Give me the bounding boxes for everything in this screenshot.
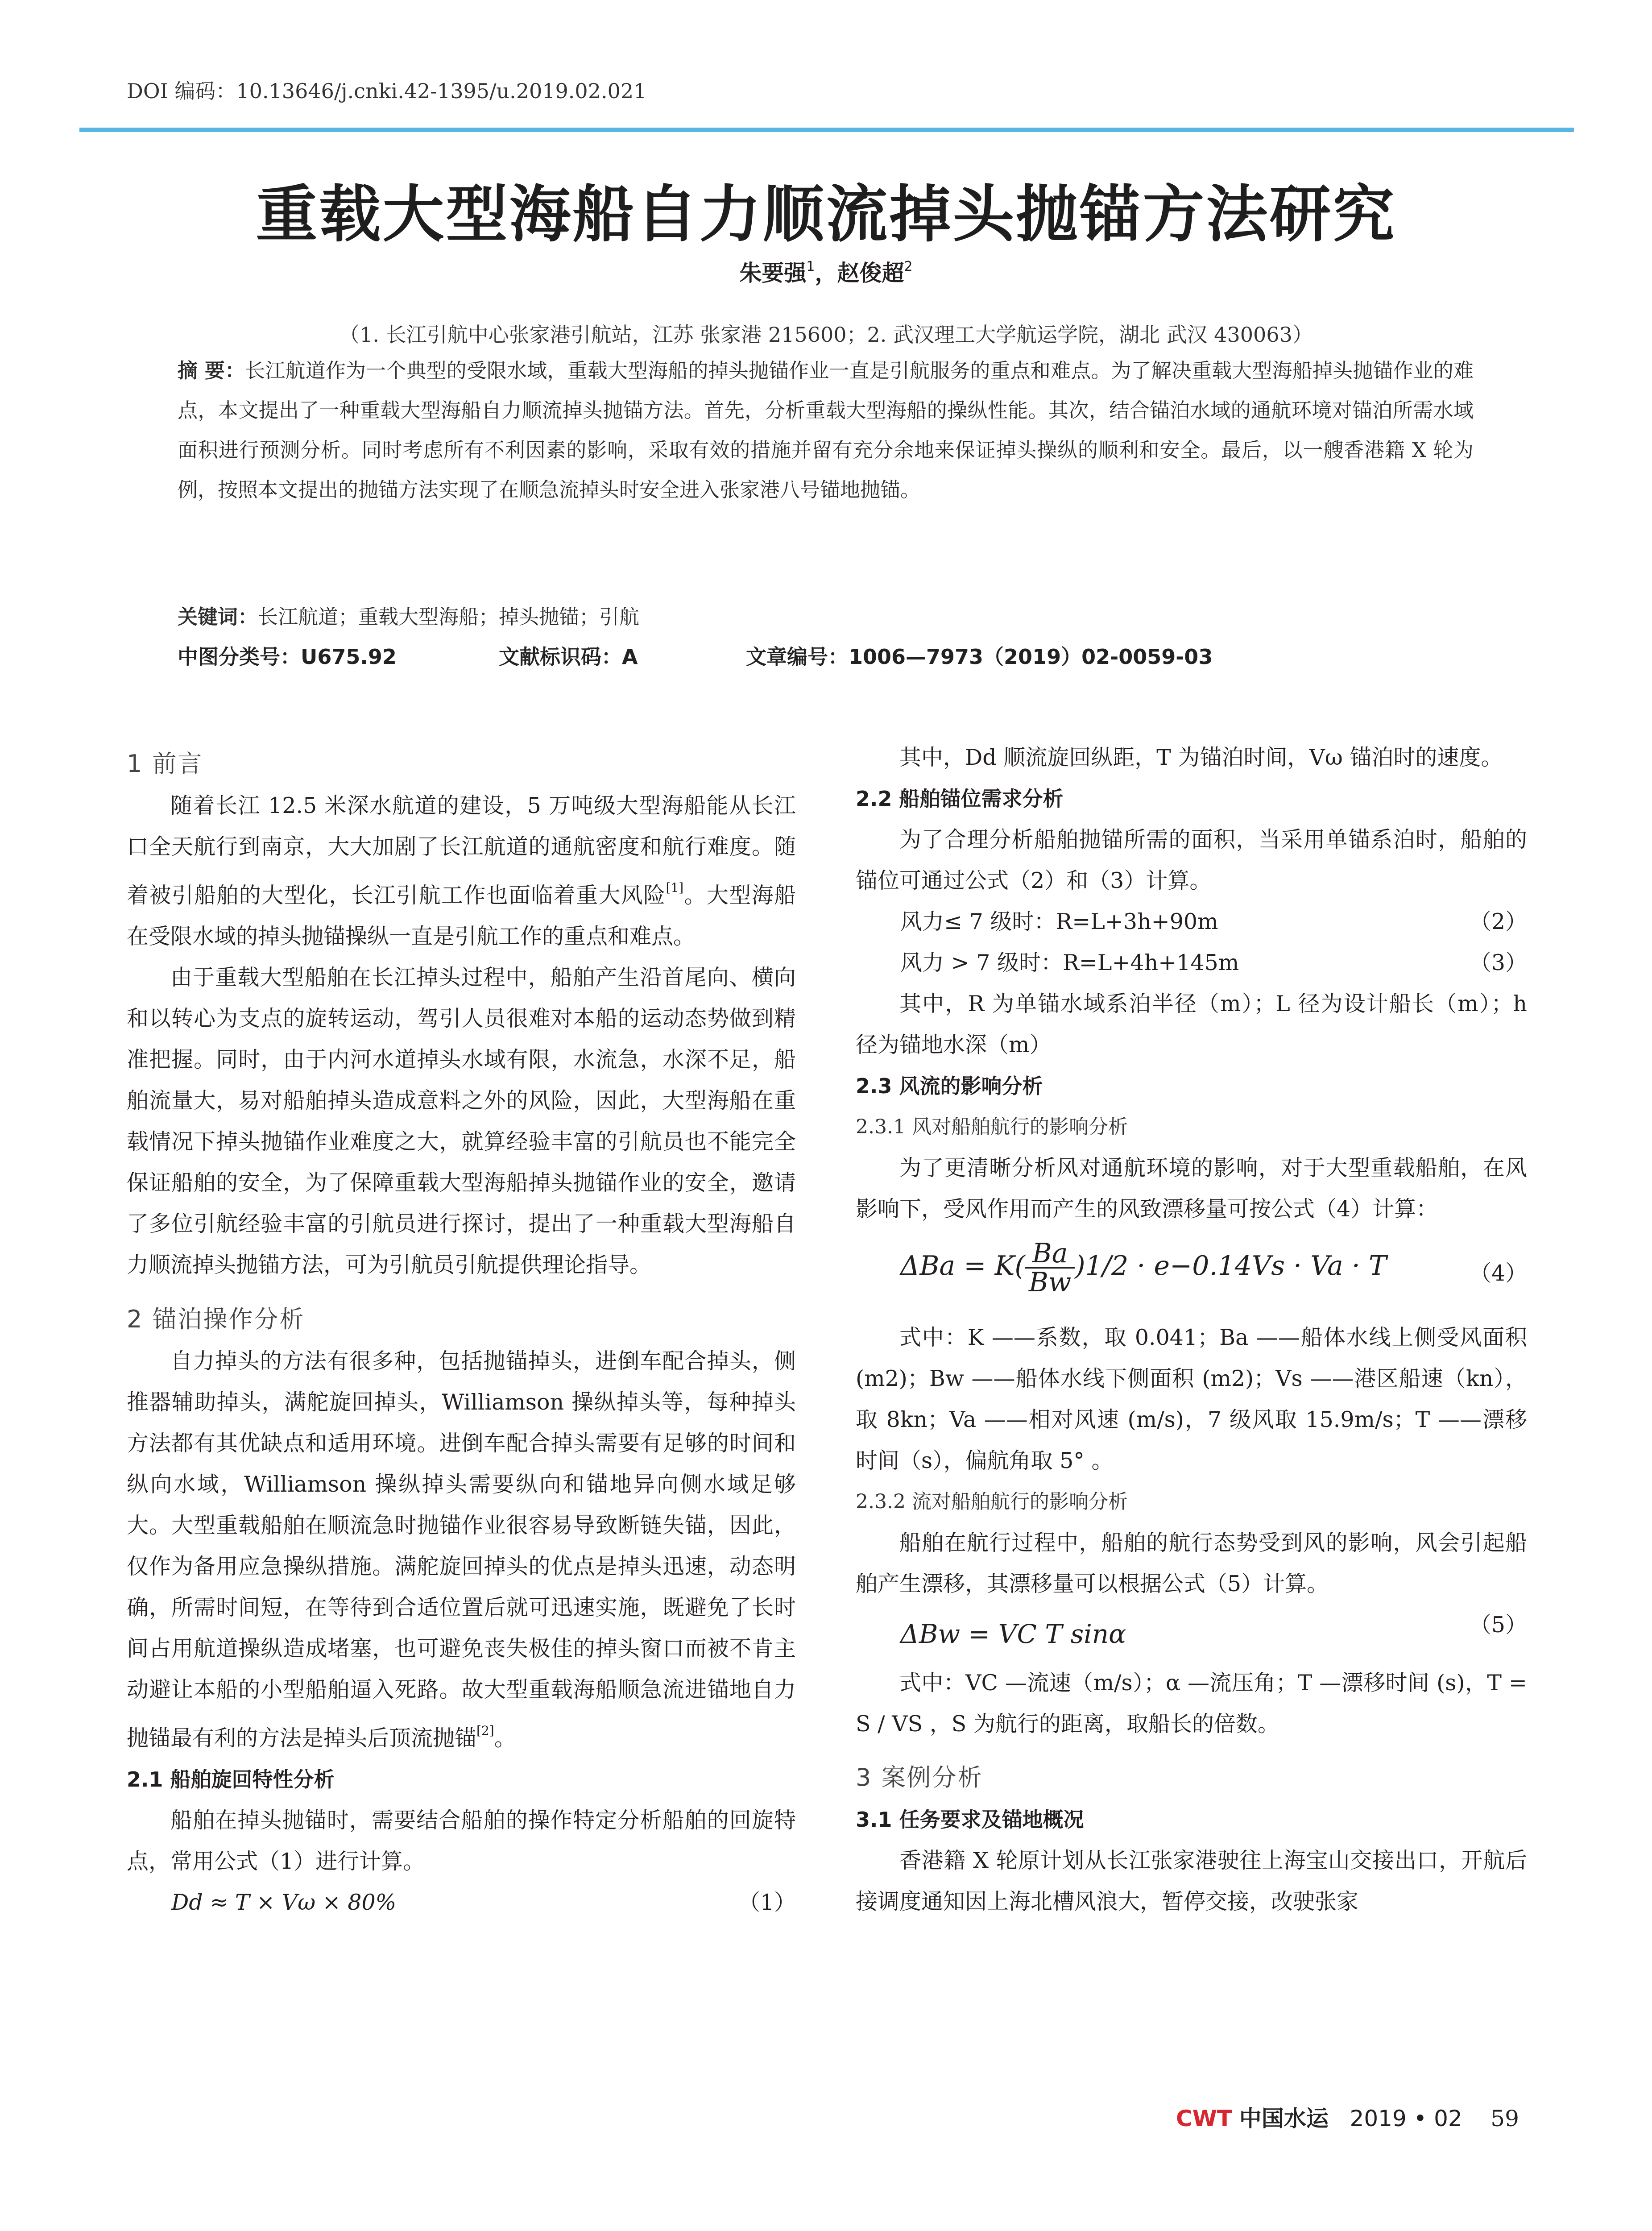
subsection-heading: 2.1 船舶旋回特性分析 bbox=[127, 1767, 335, 1791]
paragraph: 式中：K ——系数，取 0.041；Ba ——船体水线上侧受风面积 (m2)；Bw ——船体水线下侧面积 (m2)；Vs ——港区船速（kn），取 8kn；Va ——相对风速 (m/s)，7 级风取 15.9m/s；T ——漂移时间（s），偏航角取 5° 。 bbox=[856, 1325, 1527, 1473]
left-column bbox=[127, 737, 796, 1923]
subsection-heading: 2.2 船舶锚位需求分析 bbox=[856, 787, 1064, 811]
paragraph: 其中，R 为单锚水域系泊半径（m）；L 径为设计船长（m）；h 径为锚地水深（m） bbox=[856, 991, 1527, 1057]
equation-number: （3） bbox=[1469, 950, 1527, 975]
paragraph: 为了合理分析船舶抛锚所需的面积，当采用单锚系泊时，船舶的锚位可通过公式（2）和（3）计算。 bbox=[856, 827, 1527, 893]
keywords bbox=[178, 601, 639, 630]
equation-expression: ΔBw = VC T sinα bbox=[900, 1619, 1126, 1649]
affiliation: （1. 长江引航中心张家港引航站，江苏 张家港 215600；2. 武汉理工大学航运学院，湖北 武汉 430063） bbox=[339, 323, 1313, 347]
subsubsection-heading: 2.3.1 风对船舶航行的影响分析 bbox=[856, 1116, 1128, 1138]
paragraph: 自力掉头的方法有很多种，包括抛锚掉头，进倒车配合掉头，侧推器辅助掉头，满舵旋回掉头，Williamson 操纵掉头等，每种掉头方法都有其优缺点和适用环境。进倒车配合掉头需要有足够的时间和纵向水域，Williamson 操纵掉头需要纵向和锚地异向侧水域足够大。大型重载船舶在顺流急时抛锚作业很容易导致断链失锚，因此，仅作为备用应急操纵措施。满舵旋回掉头的优点是掉头迅速，动态明确，所需时间短，在等待到合适位置后就可迅速实施，既避免了长时间占用航道操纵造成堵塞，也可避免丧失极佳的掉头窗口而被不肯主动避让本船的小型船舶逼入死路。故大型重载海船顺急流进锚地自力抛锚最有利的方法是掉头后顶流抛锚[2]。 bbox=[127, 1348, 796, 1751]
subsection-heading: 2.3 风流的影响分析 bbox=[856, 1074, 1043, 1098]
equation-expression: 风力≤ 7 级时：R=L+3h+90m bbox=[900, 909, 1218, 934]
equation-number: （2） bbox=[1469, 909, 1527, 934]
paragraph: 为了更清晰分析风对通航环境的影响，对于大型重载船舶，在风影响下，受风作用而产生的风致漂移量可按公式（4）计算： bbox=[856, 1155, 1527, 1222]
equation-1 bbox=[127, 1882, 796, 1923]
equation-3 bbox=[856, 942, 1527, 983]
equation-expression: ΔBa = K( $\frac{Ba}{Bw}$ )1/2 · e−0.14Vs · Va · T bbox=[900, 1238, 1387, 1298]
section-heading: 3 案例分析 bbox=[856, 1763, 983, 1791]
doi-line: DOI 编码：10.13646/j.cnki.42-1395/u.2019.02.021 bbox=[127, 79, 647, 103]
equation-number: （1） bbox=[738, 1890, 796, 1915]
paragraph: 其中，Dd 顺流旋回纵距，T 为锚泊时间，Vω 锚泊时的速度。 bbox=[899, 745, 1503, 770]
right-column bbox=[856, 737, 1527, 1922]
equation-expression: Dd ≈ T × Vω × 80% bbox=[171, 1890, 397, 1915]
header-rule bbox=[79, 128, 1574, 132]
section-heading: 1 前言 bbox=[127, 750, 203, 778]
abstract-text: 长江航道作为一个典型的受限水域，重载大型海船的掉头抛锚作业一直是引航服务的重点和难点。为了解决重载大型海船掉头抛锚作业的难点，本文提出了一种重载大型海船自力顺流掉头抛锚方法。首先，分析重载大型海船的操纵性能。其次，结合锚泊水域的通航环境对锚泊所需水域面积进行预测分析。同时考虑所有不利因素的影响，采取有效的措施并留有充分余地来保证掉头操纵的顺利和安全。最后，以一艘香港籍 X 轮为例，按照本文提出的抛锚方法实现了在顺急流掉头时安全进入张家港八号锚地抛锚。 bbox=[178, 359, 1474, 502]
issue-label: 2019 • 02 bbox=[1350, 2106, 1462, 2131]
citation: [2] bbox=[476, 1723, 494, 1738]
equation-expression: 风力 > 7 级时：R=L+4h+145m bbox=[900, 950, 1239, 975]
authors bbox=[0, 255, 1652, 287]
equation-number: （5） bbox=[1469, 1612, 1527, 1638]
abstract-label: 摘 要： bbox=[178, 359, 245, 382]
subsection-heading: 3.1 任务要求及锚地概况 bbox=[856, 1808, 1084, 1832]
article-title: 重载大型海船自力顺流掉头抛锚方法研究 bbox=[256, 178, 1396, 250]
paragraph: 船舶在掉头抛锚时，需要结合船舶的操作特定分析船舶的回旋特点，常用公式（1）进行计算。 bbox=[127, 1808, 796, 1874]
paragraph: 式中：VC —流速（m/s）；α —流压角；T —漂移时间 (s)，T = S / VS ，S 为航行的距离，取船长的倍数。 bbox=[856, 1670, 1527, 1737]
journal-name: 中国水运 bbox=[1239, 2106, 1329, 2131]
author-2: 赵俊超 bbox=[837, 260, 904, 286]
author-1: 朱要强 bbox=[739, 260, 807, 286]
author-1-affil: 1 bbox=[806, 259, 815, 274]
keywords-text: 长江航道；重载大型海船；掉头抛锚；引航 bbox=[258, 605, 640, 629]
document-code: 文献标识码：A bbox=[499, 645, 638, 669]
equation-fraction: $\frac{Ba}{Bw}$ bbox=[1025, 1240, 1075, 1296]
paragraph: 船舶在航行过程中，船舶的航行态势受到风的影响，风会引起船舶产生漂移，其漂移量可以根据公式（5）计算。 bbox=[856, 1530, 1527, 1597]
author-separator: ， bbox=[815, 260, 837, 286]
keywords-label: 关键词： bbox=[178, 605, 258, 629]
equation-number: （4） bbox=[1469, 1261, 1527, 1286]
paragraph: 由于重载大型船舶在长江掉头过程中，船舶产生沿首尾向、横向和以转心为支点的旋转运动，驾引人员很难对本船的运动态势做到精准把握。同时，由于内河水道掉头水域有限，水流急，水深不足，船舶流量大，易对船舶掉头造成意料之外的风险，因此，大型海船在重载情况下掉头抛锚作业难度之大，就算经验丰富的引航员也不能完全保证船舶的安全，为了保障重载大型海船掉头抛锚作业的安全，邀请了多位引航经验丰富的引航员进行探讨，提出了一种重载大型海船自力顺流掉头抛锚方法，可为引航员引航提供理论指导。 bbox=[127, 965, 796, 1277]
journal-logo: CWT bbox=[1176, 2106, 1232, 2131]
author-2-affil: 2 bbox=[904, 259, 913, 274]
page-number: 59 bbox=[1491, 2106, 1519, 2131]
page-footer bbox=[1176, 2101, 1519, 2133]
article-number: 文章编号：1006—7973（2019）02-0059-03 bbox=[746, 645, 1213, 669]
equation-2 bbox=[856, 901, 1527, 942]
equation-5 bbox=[856, 1605, 1527, 1663]
paragraph: 香港籍 X 轮原计划从长江张家港驶往上海宝山交接出口，开航后接调度通知因上海北槽风浪大，暂停交接，改驶张家 bbox=[856, 1848, 1527, 1914]
clc-number: 中图分类号：U675.92 bbox=[178, 645, 397, 669]
citation: [1] bbox=[666, 880, 684, 895]
subsubsection-heading: 2.3.2 流对船舶航行的影响分析 bbox=[856, 1490, 1128, 1513]
equation-4 bbox=[856, 1230, 1527, 1317]
paragraph: 随着长江 12.5 米深水航道的建设，5 万吨级大型海船能从长江口全天航行到南京，大大加剧了长江航道的通航密度和航行难度。随着被引船舶的大型化，长江引航工作也面临着重大风险[1]。大型海船在受限水域的掉头抛锚操纵一直是引航工作的重点和难点。 bbox=[127, 793, 796, 949]
abstract bbox=[178, 351, 1474, 510]
section-heading: 2 锚泊操作分析 bbox=[127, 1305, 305, 1333]
